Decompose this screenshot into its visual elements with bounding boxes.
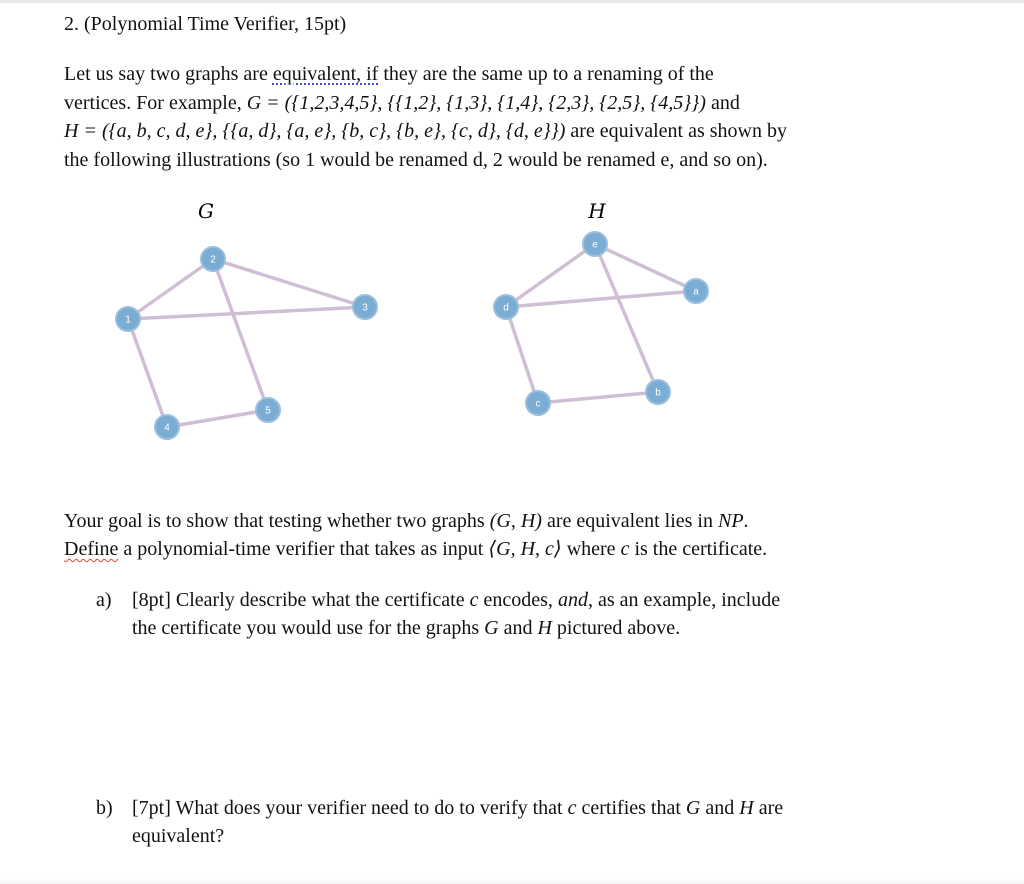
- intro-line-1: Let us say two graphs are equivalent, if they are the same up to a renaming of the: [64, 63, 714, 85]
- intro-line-4: the following illustrations (so 1 would be renamed d, 2 would be renamed e, and so on).: [64, 148, 768, 171]
- graph-g-title: G: [198, 199, 214, 223]
- graph-h-definition: H = ({a, b, c, d, e}, {{a, d}, {a, e}, {b, c}, {b, e}, {c, d}, {d, e}}): [64, 120, 566, 142]
- question-heading: 2. (Polynomial Time Verifier, 15pt): [64, 13, 347, 35]
- graph-h-title: H: [588, 199, 606, 223]
- part-a-line-1: a) [8pt] Clearly describe what the certificate c encodes, and, as an example, include: [96, 586, 780, 614]
- edge-1-3: [128, 307, 365, 319]
- edge-1-4: [128, 319, 167, 427]
- page-bottom-edge: [0, 878, 1024, 884]
- part-a: [96, 586, 780, 642]
- graph-node: [256, 398, 280, 422]
- svg-text:4: 4: [164, 422, 170, 434]
- svg-text:c: c: [535, 398, 541, 410]
- svg-text:5: 5: [265, 405, 271, 417]
- svg-text:d: d: [503, 302, 509, 314]
- edge-b-c: [538, 392, 658, 403]
- term-equivalent: equivalent, if: [272, 63, 379, 85]
- part-b: [96, 794, 783, 850]
- goal-line-1: Your goal is to show that testing whether two graphs (G, H) are equivalent lies in NP.: [64, 510, 749, 532]
- graph-node: [353, 295, 377, 319]
- svg-text:b: b: [655, 387, 661, 399]
- edge-2-5: [213, 259, 268, 410]
- graph-node: [684, 279, 708, 303]
- goal-line-2: Define a polynomial-time verifier that takes as input ⟨G, H, c⟩ where c is the certificate.: [64, 538, 768, 560]
- graph-node: [201, 247, 225, 271]
- graph-node: [583, 232, 607, 256]
- graph-node: [155, 415, 179, 439]
- graph-node: [646, 380, 670, 404]
- goal-paragraph: [64, 507, 767, 563]
- spellcheck-word: Define: [64, 538, 119, 560]
- edge-4-5: [167, 410, 268, 427]
- edge-d-e: [506, 244, 595, 307]
- edge-1-2: [128, 259, 213, 319]
- edge-a-d: [506, 291, 696, 307]
- svg-text:1: 1: [125, 314, 131, 326]
- svg-text:e: e: [592, 239, 598, 251]
- intro-line-2: vertices. For example, G = ({1,2,3,4,5}, {{1,2}, {1,3}, {1,4}, {2,3}, {2,5}, {4,5}}) and: [64, 91, 740, 114]
- svg-text:a: a: [693, 286, 699, 298]
- edge-2-3: [213, 259, 365, 307]
- edge-c-d: [506, 307, 538, 403]
- graph-node: [116, 307, 140, 331]
- part-a-line-2: the certificate you would use for the graphs G and H pictured above.: [132, 617, 681, 639]
- part-b-line-2: equivalent?: [132, 825, 225, 847]
- svg-text:2: 2: [210, 254, 216, 266]
- graph-node: [526, 391, 550, 415]
- part-a-label: a): [96, 589, 112, 611]
- graph-node: [494, 295, 518, 319]
- part-b-label: b): [96, 797, 113, 819]
- edge-b-e: [595, 244, 658, 392]
- part-b-line-1: b) [7pt] What does your verifier need to do to verify that c certifies that G and H are: [96, 794, 783, 822]
- graph-nodes: [116, 232, 708, 439]
- intro-line-3: H = ({a, b, c, d, e}, {{a, d}, {a, e}, {b, c}, {b, e}, {c, d}, {d, e}}) are equivalent as shown by: [64, 120, 787, 142]
- svg-text:3: 3: [362, 302, 368, 314]
- graph-g-definition: G = ({1,2,3,4,5}, {{1,2}, {1,3}, {1,4}, {2,3}, {2,5}, {4,5}}): [246, 91, 706, 114]
